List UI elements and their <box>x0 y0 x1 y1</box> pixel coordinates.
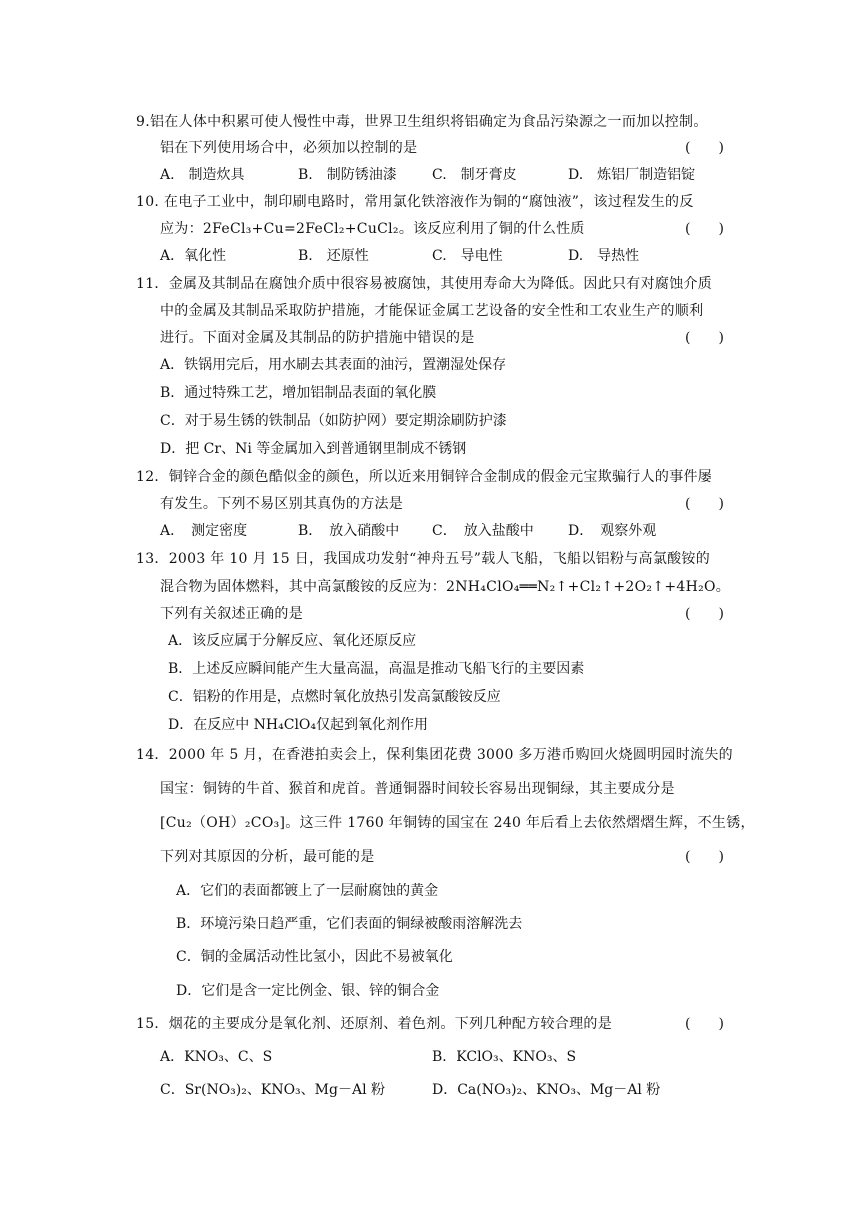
question-text-line: 9.铝在人体中积累可使人慢性中毒，世界卫生组织将铝确定为食品污染源之一而加以控制。 <box>136 114 708 130</box>
question-text-line: 11．金属及其制品在腐蚀介质中很容易被腐蚀，其使用寿命大为降低。因此只有对腐蚀介质 <box>136 276 713 292</box>
question-text-line: 进行。下面对金属及其制品的防护措施中错误的是 <box>160 330 475 346</box>
answer-blank: ( ) <box>685 606 724 622</box>
option-b: B．环境污染日趋严重，它们表面的铜绿被酸雨溶解洗去 <box>176 916 523 932</box>
option-c: C．Sr(NO₃)₂、KNO₃、Mg－Al 粉 <box>160 1082 386 1098</box>
option-a: A．氧化性 <box>160 248 227 264</box>
question-text-line: 铝在下列使用场合中，必须加以控制的是 <box>160 140 418 156</box>
option-b: B．KClO₃、KNO₃、S <box>432 1049 577 1065</box>
option-d: D． 观察外观 <box>568 523 657 539</box>
option-d: D．把 Cr、Ni 等金属加入到普通钢里制成不锈钢 <box>160 441 467 457</box>
answer-blank: ( ) <box>685 330 724 346</box>
option-b: B. 制防锈油漆 <box>298 167 397 183</box>
question-text-line: 15．烟花的主要成分是氧化剂、还原剂、着色剂。下列几种配方较合理的是 <box>136 1016 613 1032</box>
option-b: B． 放入硝酸中 <box>298 523 400 539</box>
option-c: C. 导电性 <box>432 248 503 264</box>
option-d: D. 导热性 <box>568 248 640 264</box>
question-text-line: 下列有关叙述正确的是 <box>160 606 303 622</box>
option-a: A． 测定密度 <box>160 523 248 539</box>
answer-blank: ( ) <box>685 849 724 865</box>
question-text-line: [Cu₂（OH）₂CO₃]。这三件 1760 年铜铸的国宝在 240 年后看上去依然熠熠生辉，不生锈， <box>160 815 755 831</box>
option-d: D．Ca(NO₃)₂、KNO₃、Mg－Al 粉 <box>432 1082 661 1098</box>
question-text-line: 12．铜锌合金的颜色酷似金的颜色，所以近来用铜锌合金制成的假金元宝欺骗行人的事件屡 <box>136 469 713 485</box>
option-a: A．铁锅用完后，用水刷去其表面的油污，置潮湿处保存 <box>160 357 507 373</box>
question-text-line: 中的金属及其制品采取防护措施，才能保证金属工艺设备的安全性和工农业生产的顺利 <box>160 303 704 319</box>
option-a: A．该反应属于分解反应、氧化还原反应 <box>168 633 417 649</box>
question-text-line: 国宝：铜铸的牛首、猴首和虎首。普通铜器时间较长容易出现铜绿，其主要成分是 <box>160 781 675 797</box>
option-b: B．上述反应瞬间能产生大量高温，高温是推动飞船飞行的主要因素 <box>168 661 585 677</box>
option-a: A. 制造炊具 <box>160 167 245 183</box>
question-text-line: 混合物为固体燃料，其中高氯酸铵的反应为：2NH₄ClO₄══N₂↑+Cl₂↑+2O₂↑+4H₂O。 <box>160 579 731 595</box>
question-text-line: 10. 在电子工业中，制印刷电路时，常用氯化铁溶液作为铜的“腐蚀液”，该过程发生的反 <box>136 194 694 210</box>
answer-blank: ( ) <box>685 140 724 156</box>
option-c: C．对于易生锈的铁制品（如防护网）要定期涂刷防护漆 <box>160 413 507 429</box>
option-b: B．通过特殊工艺，增加铝制品表面的氧化膜 <box>160 385 437 401</box>
question-text-line: 有发生。下列不易区别其真伪的方法是 <box>160 496 404 512</box>
answer-blank: ( ) <box>685 496 724 512</box>
question-text-line: 应为：2FeCl₃+Cu=2FeCl₂+CuCl₂。该反应利用了铜的什么性质 <box>160 221 585 237</box>
option-d: D．它们是含一定比例金、银、锌的铜合金 <box>176 983 440 999</box>
option-a: A．KNO₃、C、S <box>160 1049 273 1065</box>
option-c: C． 放入盐酸中 <box>432 523 534 539</box>
answer-blank: ( ) <box>685 221 724 237</box>
option-c: C．铝粉的作用是，点燃时氧化放热引发高氯酸铵反应 <box>168 689 501 705</box>
option-d: D. 炼铝厂制造铝锭 <box>568 167 696 183</box>
option-d: D．在反应中 NH₄ClO₄仅起到氧化剂作用 <box>168 717 429 733</box>
option-c: C. 制牙膏皮 <box>432 167 517 183</box>
option-c: C．铜的金属活动性比氢小，因此不易被氧化 <box>176 949 453 965</box>
question-text-line: 14．2000 年 5 月，在香港拍卖会上，保利集团花费 3000 多万港币购回火烧圆明园时流失的 <box>136 747 733 763</box>
option-b: B. 还原性 <box>298 248 369 264</box>
answer-blank: ( ) <box>685 1016 724 1032</box>
question-text-line: 下列对其原因的分析，最可能的是 <box>160 849 375 865</box>
option-a: A．它们的表面都镀上了一层耐腐蚀的黄金 <box>176 883 439 899</box>
question-text-line: 13．2003 年 10 月 15 日，我国成功发射“神舟五号”载人飞船，飞船以铝粉与高氯酸铵的 <box>136 551 711 567</box>
